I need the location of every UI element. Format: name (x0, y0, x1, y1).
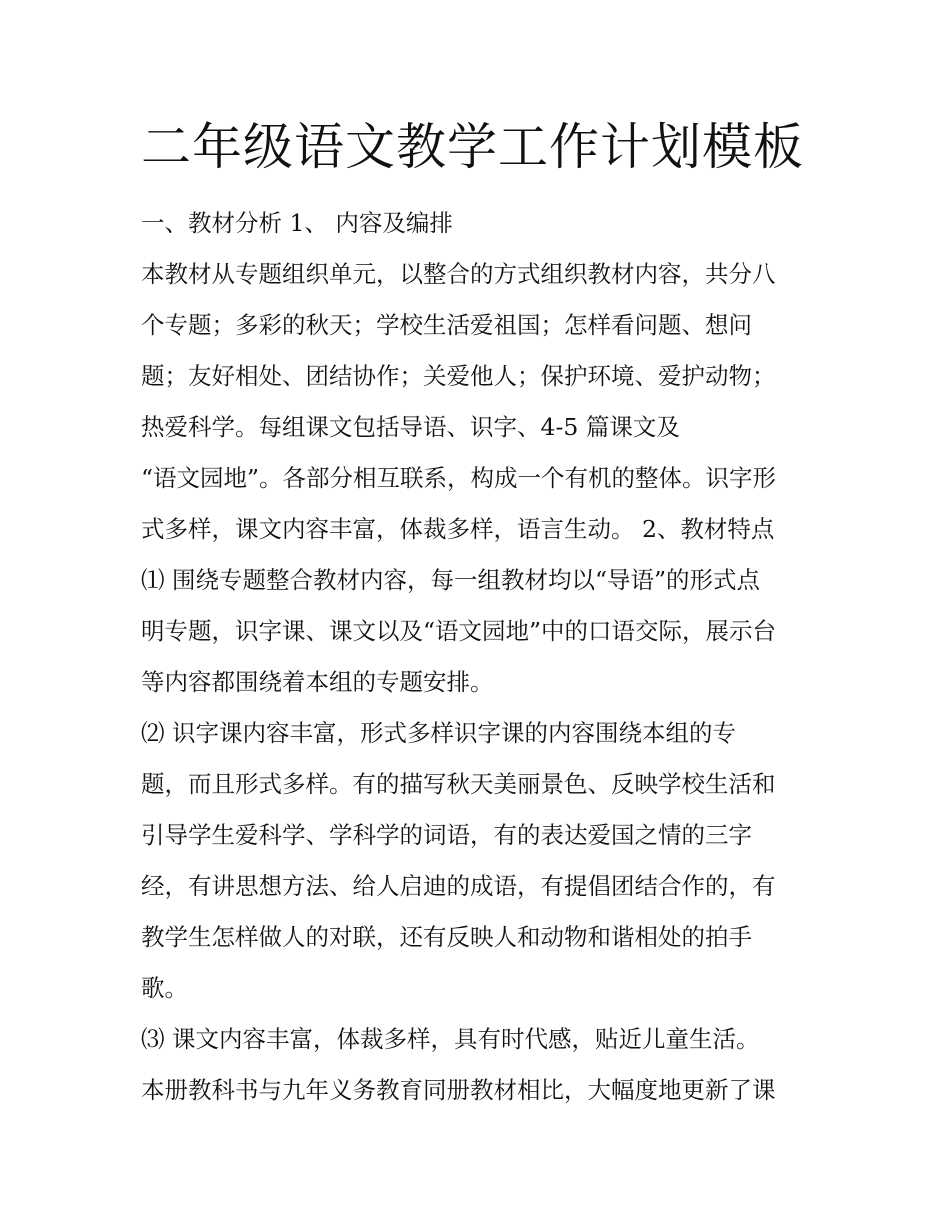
text-line: 个专题；多彩的秋天；学校生活爱祖国；怎样看问题、想问 (141, 311, 752, 339)
document-body (141, 203, 821, 1121)
text-line: 歌。 (141, 974, 188, 1002)
text-line: “语文园地”。各部分相互联系，构成一个有机的整体。识字形 (141, 464, 777, 492)
text-line: 本教材从专题组织单元，以整合的方式组织教材内容，共分八 (141, 260, 776, 288)
text-line: 一、教材分析 1、 内容及编排 (141, 209, 453, 237)
text-line: 经，有讲思想方法、给人启迪的成语，有提倡团结合作的，有 (141, 872, 776, 900)
text-line: ⑵ 识字课内容丰富，形式多样识字课的内容围绕本组的专 (141, 719, 736, 747)
text-line: 教学生怎样做人的对联，还有反映人和动物和谐相处的拍手 (141, 923, 752, 951)
text-line: 本册教科书与九年义务教育同册教材相比，大幅度地更新了课 (141, 1076, 776, 1104)
text-line: 题；友好相处、团结协作；关爱他人；保护环境、爱护动物； (141, 362, 776, 390)
text-line: ⑴ 围绕专题整合教材内容，每一组教材均以“导语”的形式点 (141, 566, 760, 594)
document-title: 二年级语文教学工作计划模板 (141, 118, 804, 176)
text-line: ⑶ 课文内容丰富，体裁多样，具有时代感，贴近儿童生活。 (141, 1025, 760, 1053)
text-line: 式多样，课文内容丰富，体裁多样，语言生动。 2、教材特点 (141, 515, 775, 543)
text-line: 引导学生爱科学、学科学的词语，有的表达爱国之情的三字 (141, 821, 752, 849)
text-line: 题，而且形式多样。有的描写秋天美丽景色、反映学校生活和 (141, 770, 776, 798)
text-line: 热爱科学。每组课文包括导语、识字、4-5 篇课文及 (141, 413, 680, 441)
text-line: 明专题，识字课、课文以及“语文园地”中的口语交际，展示台 (141, 617, 777, 645)
text-line: 等内容都围绕着本组的专题安排。 (141, 668, 494, 696)
